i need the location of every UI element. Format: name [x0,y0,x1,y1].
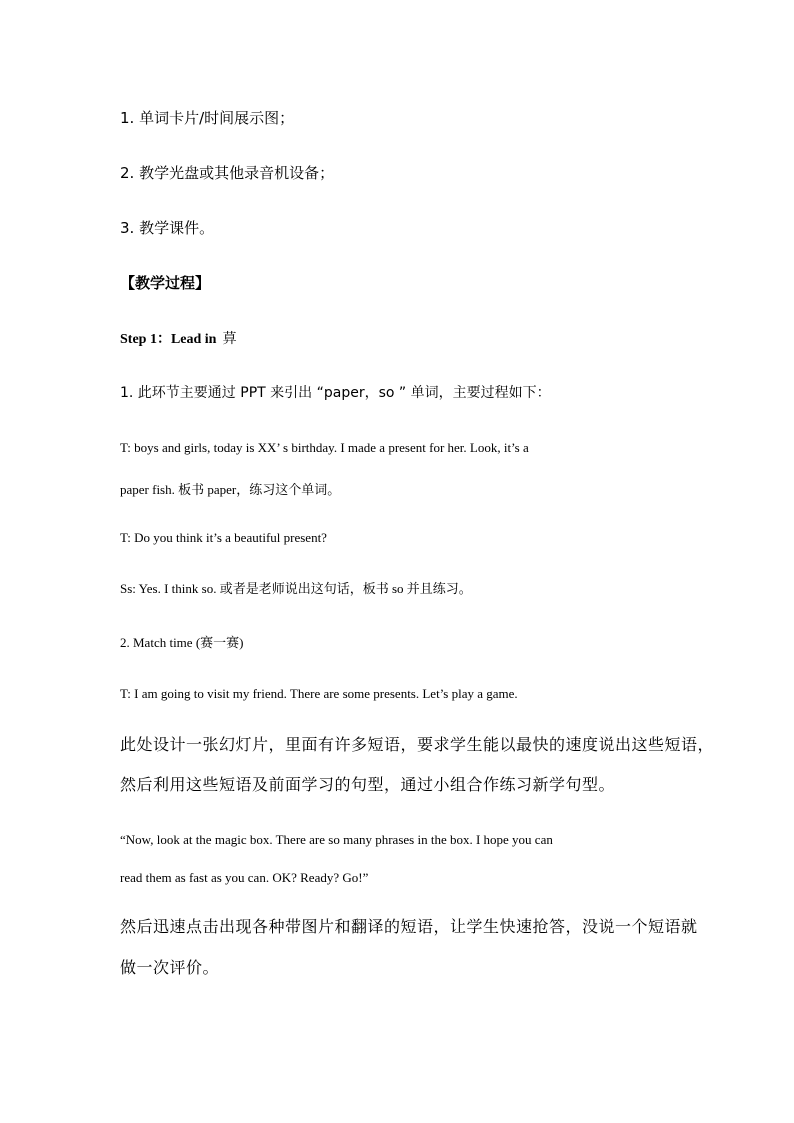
paragraph-design-1: 此处设计一张幻灯片，里面有许多短语，要求学生能以最快的速度说出这些短语， [120,735,715,754]
dialogue-line-1b: paper fish. 板书 paper，练习这个单词。 [120,482,341,497]
quote-line-1: “Now, look at the magic box. There are so many phrases in the box. I hope you can [120,832,553,847]
material-item-3: 3. 教学课件。 [120,219,215,237]
material-item-1: 1. 单词卡片/时间展示图； [120,109,295,127]
material-item-2: 2. 教学光盘或其他录音机设备； [120,164,335,182]
dialogue-line-4: T: I am going to visit my friend. There are some presents. Let’s play a game. [120,686,518,701]
dialogue-line-2: T: Do you think it’s a beautiful present? [120,530,327,545]
paragraph-intro: 1. 此环节主要通过 PPT 来引出 “paper，so ” 单词，主要过程如下： [120,385,551,401]
step-label: Step 1：Lead in [120,332,217,347]
match-time-heading: 2. Match time (赛一赛) [120,635,244,650]
section-heading: 【教学过程】 [120,274,211,292]
paragraph-followup-2: 做一次评价。 [120,958,220,977]
dialogue-line-3: Ss: Yes. I think so. 或者是老师说出这句话，板书 so 并且练习。 [120,581,472,596]
paragraph-followup-1: 然后迅速点击出现各种带图片和翻译的短语，让学生快速抢答，没说一个短语就 [120,917,698,936]
quote-line-2: read them as fast as you can. OK? Ready? Go!” [120,870,369,885]
paragraph-design-2: 然后利用这些短语及前面学习的句型，通过小组合作练习新学句型。 [120,775,616,794]
dialogue-line-1a: T: boys and girls, today is XX’ s birthday. I made a present for her. Look, it’s a [120,440,529,455]
step-heading [120,329,680,350]
step-glyph: 萛 [222,331,237,347]
